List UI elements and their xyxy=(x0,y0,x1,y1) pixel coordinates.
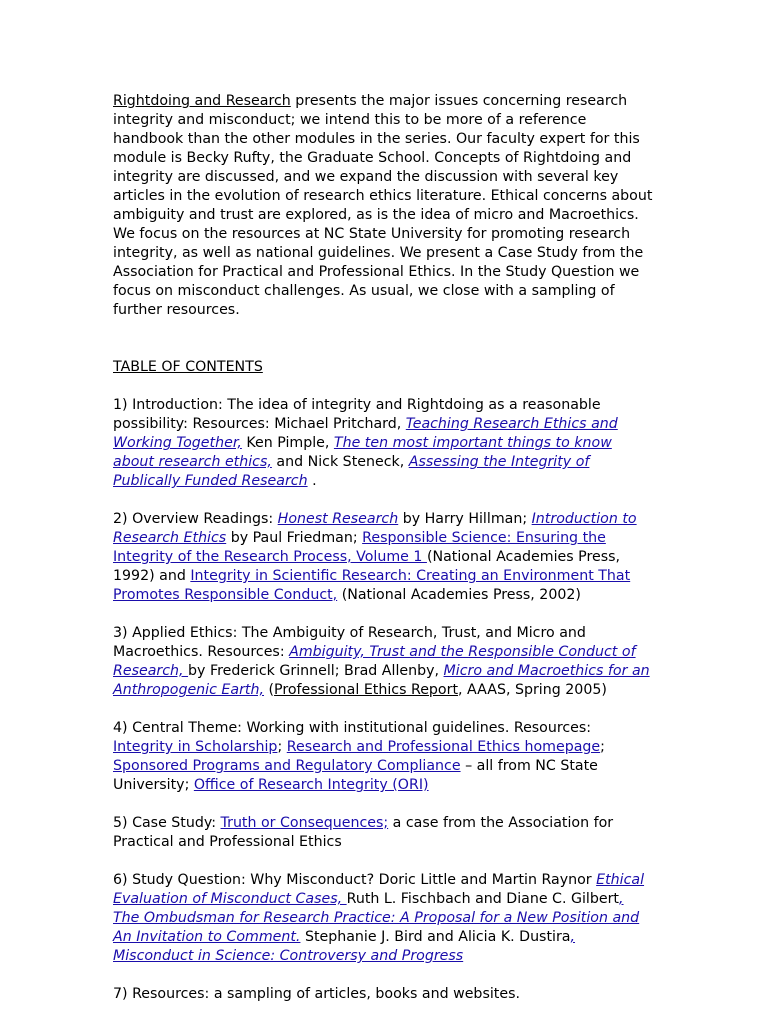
link-honest-research[interactable]: Honest Research xyxy=(277,511,399,527)
document-body xyxy=(113,92,653,1023)
toc-item-text: 1) Introduction: The idea of integrity and Rightdoing as a reasonable possibility: Resources: Michael Pritchard, xyxy=(113,397,601,432)
toc-item-text: ; xyxy=(600,739,605,755)
toc-item-7 xyxy=(113,985,653,1004)
link-sponsored-programs[interactable]: Sponsored Programs and Regulatory Compliance xyxy=(113,758,461,774)
link-micro-macroethics[interactable]: Micro and Macroethics for an Anthropogenic Earth, xyxy=(113,663,650,698)
link-research-professional-ethics-homepage[interactable]: Research and Professional Ethics homepage xyxy=(286,739,601,755)
toc-item-5 xyxy=(113,814,653,852)
toc-item-text: – all from NC State University; xyxy=(113,758,598,793)
toc-item-text: 3) Applied Ethics: The Ambiguity of Research, Trust, and Micro and Macroethics. Resources: xyxy=(113,625,586,660)
link-ethical-evaluation-misconduct[interactable]: Ethical Evaluation of Misconduct Cases, xyxy=(113,872,645,907)
link-assessing-integrity[interactable]: Assessing the Integrity of Publically Funded Research xyxy=(113,454,590,489)
intro-paragraph xyxy=(113,92,653,320)
toc-item-text: ; xyxy=(277,739,287,755)
intro-text: presents the major issues concerning research integrity and misconduct; we intend this to be more of a reference handbook than the other modules in the series. Our faculty expert for this module is Becky Rufty, the Graduate School. Concepts of Rightdoing and integrity are discussed, and we expand the discussion with several key articles in the evolution of research ethics literature. Ethical concerns about ambiguity and trust are explored, as is the idea of micro and Macroethics. We focus on the resources at NC State University for promoting research integrity, as well as national guidelines. We present a Case Study from the Association for Practical and Professional Ethics. In the Study Question we focus on misconduct challenges. As usual, we close with a sampling of further resources. xyxy=(113,93,653,318)
toc-item-text: and Nick Steneck, xyxy=(271,454,409,470)
link-ambiguity-trust[interactable]: Ambiguity, Trust and the Responsible Conduct of Research, xyxy=(113,644,636,679)
toc-item-text: (National Academies Press, 1992) and xyxy=(113,549,621,584)
toc-item-6 xyxy=(113,871,653,966)
toc-item-text: ( xyxy=(264,682,275,698)
toc-item-text: (National Academies Press, 2002) xyxy=(337,587,581,603)
link-office-of-research-integrity[interactable]: Office of Research Integrity (ORI) xyxy=(193,777,429,793)
toc-item-text: by Harry Hillman; xyxy=(398,511,532,527)
link-responsible-science[interactable]: Responsible Science: Ensuring the Integrity of the Research Process, Volume 1 xyxy=(113,530,606,565)
link-integrity-in-scholarship[interactable]: Integrity in Scholarship xyxy=(113,739,278,755)
link-truth-or-consequences[interactable]: Truth or Consequences; xyxy=(220,815,389,831)
toc-item-text: 5) Case Study: xyxy=(113,815,221,831)
professional-ethics-report-title: Professional Ethics Report xyxy=(274,682,459,698)
link-introduction-to-research-ethics[interactable]: Introduction to Research Ethics xyxy=(113,511,637,546)
toc-item-text: by Frederick Grinnell; Brad Allenby, xyxy=(188,663,444,679)
toc-item-2 xyxy=(113,510,653,605)
toc-item-text: 7) Resources: a sampling of articles, books and websites. xyxy=(113,986,520,1002)
toc-item-4 xyxy=(113,719,653,795)
toc-item-text: Ken Pimple, xyxy=(241,435,334,451)
link-ombudsman-research-practice[interactable]: , The Ombudsman for Research Practice: A Proposal for a New Position and An Invitation to Comment. xyxy=(113,891,640,945)
toc-item-text: Ruth L. Fischbach and Diane C. Gilbert xyxy=(346,891,619,907)
module-title: Rightdoing and Research xyxy=(113,93,291,109)
link-teaching-research-ethics[interactable]: Teaching Research Ethics and Working Together, xyxy=(113,416,618,451)
link-misconduct-in-science[interactable]: , Misconduct in Science: Controversy and Progress xyxy=(113,929,576,964)
toc-heading: TABLE OF CONTENTS xyxy=(113,359,263,375)
toc-item-text: 2) Overview Readings: xyxy=(113,511,278,527)
toc-item-text: , AAAS, Spring 2005) xyxy=(458,682,607,698)
toc-item-text: . xyxy=(307,473,317,489)
toc-item-text: 6) Study Question: Why Misconduct? Doric Little and Martin Raynor xyxy=(113,872,597,888)
toc-item-text: 4) Central Theme: Working with institutional guidelines. Resources: xyxy=(113,720,592,736)
toc-item-text: by Paul Friedman; xyxy=(226,530,363,546)
link-ten-most-important-things[interactable]: The ten most important things to know about research ethics, xyxy=(113,435,612,470)
toc-item-text: Stephanie J. Bird and Alicia K. Dustira xyxy=(300,929,571,945)
toc-item-3 xyxy=(113,624,653,700)
toc-item-text: a case from the Association for Practical and Professional Ethics xyxy=(113,815,614,850)
link-integrity-in-scientific-research[interactable]: Integrity in Scientific Research: Creating an Environment That Promotes Responsible Conduct, xyxy=(113,568,631,603)
toc-item-1 xyxy=(113,396,653,491)
